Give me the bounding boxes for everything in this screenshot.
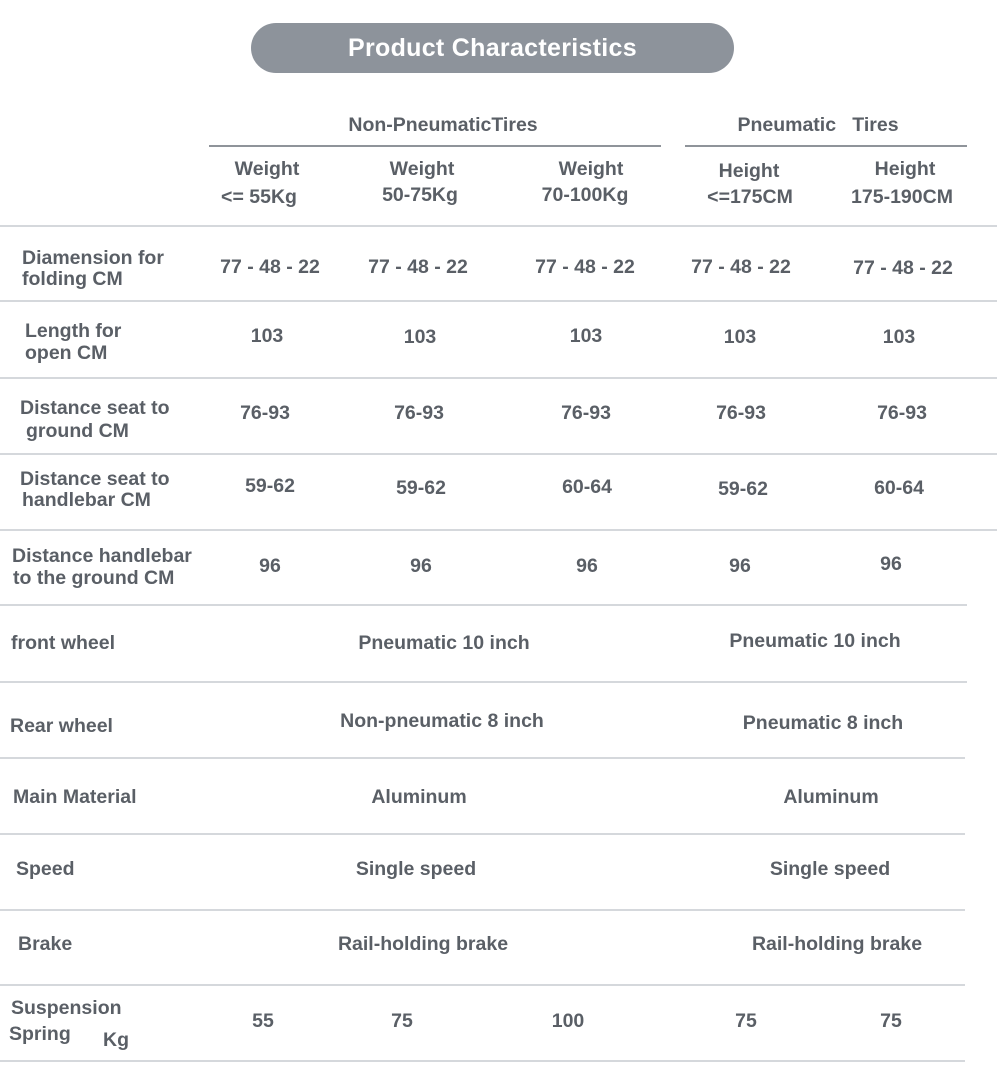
cell-seat-ground-4: 76-93 bbox=[716, 402, 766, 424]
cell-seat-handlebar-1: 59-62 bbox=[245, 475, 295, 497]
cell-suspension-2: 75 bbox=[391, 1010, 413, 1032]
cell-seat-ground-3: 76-93 bbox=[561, 402, 611, 424]
cell-speed-non-pneumatic: Single speed bbox=[355, 858, 477, 880]
row-divider bbox=[0, 984, 965, 986]
row-label-seat-handlebar-line1: Distance seat to bbox=[20, 468, 170, 490]
cell-open-4: 103 bbox=[723, 326, 757, 348]
row-label-seat-ground-line1: Distance seat to bbox=[20, 397, 170, 419]
cell-folding-3: 77 - 48 - 22 bbox=[535, 256, 635, 278]
row-label-brake: Brake bbox=[18, 933, 73, 955]
column-header-2-line1: Weight bbox=[389, 158, 455, 180]
row-label-suspension-line2: Spring bbox=[9, 1023, 71, 1045]
group-header-pneumatic: Pneumatic Tires bbox=[737, 114, 899, 136]
cell-seat-handlebar-2: 59-62 bbox=[396, 477, 446, 499]
column-header-4-line1: Height bbox=[718, 160, 780, 182]
cell-folding-1: 77 - 48 - 22 bbox=[220, 256, 320, 278]
cell-suspension-1: 55 bbox=[252, 1010, 274, 1032]
cell-handlebar-ground-2: 96 bbox=[410, 555, 432, 577]
cell-folding-5: 77 - 48 - 22 bbox=[853, 257, 953, 279]
row-divider bbox=[0, 909, 965, 911]
cell-front-wheel-pneumatic: Pneumatic 10 inch bbox=[729, 630, 901, 652]
column-header-1-line1: Weight bbox=[234, 158, 300, 180]
row-divider bbox=[0, 833, 965, 835]
row-label-main-material: Main Material bbox=[13, 786, 137, 808]
cell-seat-ground-1: 76-93 bbox=[240, 402, 290, 424]
cell-material-pneumatic: Aluminum bbox=[783, 786, 879, 808]
row-label-open-line2: open CM bbox=[25, 342, 108, 364]
row-divider bbox=[0, 300, 997, 302]
cell-seat-ground-2: 76-93 bbox=[394, 402, 444, 424]
row-label-handlebar-ground-line1: Distance handlebar bbox=[12, 545, 192, 567]
row-divider bbox=[0, 377, 997, 379]
row-label-handlebar-ground-line2: to the ground CM bbox=[13, 567, 175, 589]
cell-brake-non-pneumatic: Rail-holding brake bbox=[337, 933, 509, 955]
cell-folding-4: 77 - 48 - 22 bbox=[691, 256, 791, 278]
cell-material-non-pneumatic: Aluminum bbox=[371, 786, 467, 808]
cell-folding-2: 77 - 48 - 22 bbox=[368, 256, 468, 278]
cell-rear-wheel-non-pneumatic: Non-pneumatic 8 inch bbox=[340, 710, 544, 732]
row-divider bbox=[0, 453, 997, 455]
cell-suspension-4: 75 bbox=[735, 1010, 757, 1032]
cell-rear-wheel-pneumatic: Pneumatic 8 inch bbox=[742, 712, 904, 734]
row-label-suspension-unit: Kg bbox=[103, 1029, 129, 1051]
cell-handlebar-ground-1: 96 bbox=[259, 555, 281, 577]
row-divider bbox=[0, 1060, 965, 1062]
row-label-speed: Speed bbox=[16, 858, 75, 880]
group-underline-non-pneumatic bbox=[209, 145, 661, 147]
cell-seat-handlebar-4: 59-62 bbox=[718, 478, 768, 500]
column-header-3-line2: 70-100Kg bbox=[541, 184, 629, 206]
cell-seat-handlebar-3: 60-64 bbox=[562, 476, 612, 498]
row-label-folding-line2: folding CM bbox=[22, 268, 123, 290]
row-divider bbox=[0, 529, 997, 531]
cell-brake-pneumatic: Rail-holding brake bbox=[751, 933, 923, 955]
row-label-seat-handlebar-line2: handlebar CM bbox=[22, 489, 151, 511]
page-title: Product Characteristics bbox=[251, 23, 734, 73]
row-label-suspension-line1: Suspension bbox=[11, 997, 122, 1019]
column-header-2-line2: 50-75Kg bbox=[382, 184, 458, 206]
group-underline-pneumatic bbox=[685, 145, 967, 147]
row-divider bbox=[0, 604, 967, 606]
group-header-non-pneumatic: Non-PneumaticTires bbox=[348, 114, 538, 136]
column-header-4-line2: <=175CM bbox=[707, 186, 793, 208]
column-header-5-line1: Height bbox=[874, 158, 936, 180]
cell-seat-ground-5: 76-93 bbox=[877, 402, 927, 424]
column-header-5-line2: 175-190CM bbox=[851, 186, 953, 208]
cell-suspension-5: 75 bbox=[880, 1010, 902, 1032]
row-label-rear-wheel: Rear wheel bbox=[10, 715, 113, 737]
row-label-folding-line1: Diamension for bbox=[22, 247, 164, 269]
cell-suspension-3: 100 bbox=[551, 1010, 585, 1032]
cell-speed-pneumatic: Single speed bbox=[769, 858, 891, 880]
column-header-3-line1: Weight bbox=[558, 158, 624, 180]
cell-open-5: 103 bbox=[882, 326, 916, 348]
cell-front-wheel-non-pneumatic: Pneumatic 10 inch bbox=[358, 632, 530, 654]
row-label-open-line1: Length for bbox=[25, 320, 122, 342]
row-label-seat-ground-line2: ground CM bbox=[26, 420, 129, 442]
row-divider bbox=[0, 757, 965, 759]
cell-handlebar-ground-4: 96 bbox=[729, 555, 751, 577]
cell-handlebar-ground-5: 96 bbox=[880, 553, 902, 575]
cell-open-1: 103 bbox=[250, 325, 284, 347]
row-divider bbox=[0, 225, 997, 227]
row-label-front-wheel: front wheel bbox=[11, 632, 116, 654]
column-header-1-line2: <= 55Kg bbox=[221, 186, 297, 208]
cell-seat-handlebar-5: 60-64 bbox=[874, 477, 924, 499]
cell-open-2: 103 bbox=[403, 326, 437, 348]
row-divider bbox=[0, 681, 967, 683]
cell-open-3: 103 bbox=[569, 325, 603, 347]
cell-handlebar-ground-3: 96 bbox=[576, 555, 598, 577]
